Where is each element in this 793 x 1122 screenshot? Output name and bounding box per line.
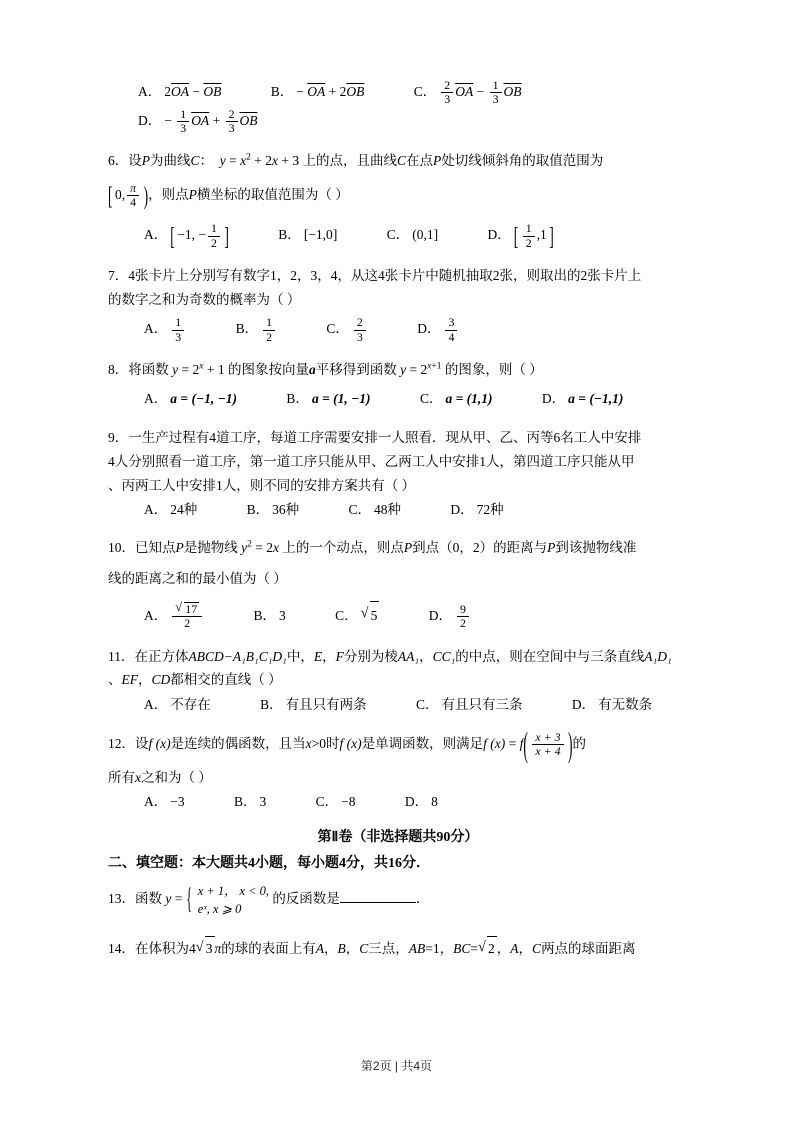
option-c-label: C． [326, 321, 349, 337]
var-x: x [135, 769, 141, 785]
text: −1,0 [308, 226, 333, 242]
question-13 [108, 882, 688, 918]
frac-num: 1 [210, 221, 217, 236]
option-d-text [514, 221, 554, 250]
question-9-options [144, 499, 688, 522]
question-12-line-1 [108, 731, 688, 759]
point-b: B [337, 941, 346, 957]
frac-num: 2 [444, 78, 451, 93]
frac-num: 1 [180, 106, 187, 121]
frac-den: 3 [490, 92, 502, 106]
option-d-text: a = (−1,1) [568, 391, 624, 407]
option-b-text: [−1,0] [303, 226, 338, 242]
var-p: P [403, 540, 413, 556]
option-c-label: C． [386, 226, 410, 242]
frac-num: 1 [175, 315, 182, 330]
text: ， [345, 941, 360, 957]
option-a[interactable] [144, 499, 197, 522]
text: 分别为棱 [343, 648, 398, 664]
var-p: P [547, 540, 556, 556]
option-c-text [354, 316, 366, 344]
option-a[interactable] [144, 221, 229, 250]
point-e: E [313, 648, 323, 664]
option-b-label: B． [278, 226, 301, 242]
text: 所有 [108, 769, 135, 785]
question-number: 11． [108, 648, 135, 664]
question-13-line-1 [108, 882, 688, 918]
function-f: f [519, 735, 524, 751]
option-d-text: 72种 [476, 502, 504, 518]
option-a[interactable] [144, 602, 204, 631]
option-b[interactable] [278, 221, 337, 248]
option-b-text [263, 316, 275, 344]
option-c-label: C． [413, 84, 437, 99]
option-a-text [170, 221, 229, 250]
option-c-label: C． [416, 696, 439, 712]
text: 在体积为 [135, 941, 189, 957]
frac-num: 2 [356, 315, 363, 330]
question-14 [108, 936, 688, 961]
option-a-label: A． [144, 391, 168, 407]
text: 中， [286, 648, 314, 664]
interval-0-pi-4 [108, 182, 148, 210]
point-a: A [315, 941, 325, 957]
question-number: 6． [108, 153, 129, 169]
question-5-options [138, 78, 688, 135]
frac-den: 3 [177, 121, 189, 135]
text: 是抛物线 [183, 540, 238, 556]
option-b-label: B． [253, 607, 277, 623]
text: =1， [425, 941, 454, 957]
sqrt-radicand: 2 [487, 936, 497, 961]
equation-y2: y [400, 361, 407, 377]
edge-aa1: AA₁ [397, 648, 420, 664]
text: −1, − [177, 227, 206, 243]
option-c[interactable] [326, 315, 367, 344]
option-d-label: D． [138, 112, 162, 128]
text: 都相交的直线（ ） [170, 672, 282, 688]
var-c: C [396, 153, 406, 169]
text: 在点 [406, 153, 433, 169]
page-footer: 第2页 | 共4页 [360, 1059, 433, 1073]
fill-in-blank-heading: 二、填空题：本大题共4小题，每小题4分，共16分． [108, 856, 430, 872]
text: ． [415, 891, 430, 907]
question-10 [108, 536, 688, 630]
option-d-label: D． [571, 696, 596, 712]
option-b[interactable] [234, 791, 266, 814]
sqrt-radicand: 5 [370, 601, 380, 629]
option-a-label: A． [144, 226, 168, 242]
question-11 [108, 645, 688, 717]
question-7-options [144, 315, 688, 344]
var-y: y [165, 891, 172, 907]
question-10-options [144, 601, 688, 631]
option-d[interactable] [417, 315, 459, 344]
question-7-line-2 [108, 288, 688, 312]
case-2: eˣ, x ⩾ 0 [197, 902, 242, 917]
text: 线的距离之和的最小值为（ ） [108, 570, 287, 586]
text: 的中点，则在空间中与三条直线 [455, 648, 645, 664]
option-d-label: D． [450, 502, 474, 518]
text: 设 [135, 735, 149, 751]
option-d-label: D． [541, 391, 566, 407]
option-c-text: $\frac{2}{3}$ $\overline{OA}$ − $\frac{1}{3}$ $\overline{OB}$ [439, 84, 521, 99]
option-b[interactable] [247, 499, 300, 522]
option-b-label: B． [234, 794, 257, 810]
option-c[interactable] [349, 499, 402, 522]
option-b[interactable] [254, 602, 286, 629]
text: 设 [128, 153, 142, 169]
question-9-line-3 [108, 474, 688, 498]
question-number: 8． [108, 361, 129, 377]
option-d[interactable] [572, 694, 652, 717]
sqrt-radicand: 3 [205, 936, 215, 961]
text: 上的点，且曲线 [302, 153, 397, 169]
option-c-text [361, 601, 380, 629]
text: 的 [572, 735, 587, 751]
var-c: C [190, 153, 200, 169]
option-d-text: − $\frac{1}{3}$ $\overline{OA}$ + $\frac{2}{3}$ $\overline{OB}$ [164, 106, 258, 136]
option-b-label: B． [260, 696, 283, 712]
coefficient: 4 [189, 941, 196, 957]
option-b[interactable] [271, 78, 365, 105]
option-a-label: A． [144, 607, 168, 623]
text: 到点（0，2）的距离与 [412, 540, 548, 556]
text: ， [419, 648, 433, 664]
option-b-label: B． [235, 321, 259, 337]
question-9-line-2 [108, 450, 688, 474]
option-a-text: −3 [170, 794, 185, 810]
question-11-options [144, 694, 688, 717]
segment-ab: AB [408, 941, 426, 957]
option-d-label: D． [417, 321, 441, 337]
option-c[interactable] [316, 791, 356, 814]
question-6-options [144, 221, 688, 250]
segment-bc: BC [453, 941, 471, 957]
question-9-line-1 [108, 426, 688, 450]
option-a-text: 24种 [170, 502, 198, 518]
option-d-text: 有无数条 [598, 696, 653, 712]
text: ， [138, 672, 152, 688]
text: 三点， [368, 941, 409, 957]
frac-den: 4 [127, 195, 139, 209]
option-d-label: D． [428, 607, 453, 623]
option-d[interactable] [138, 107, 258, 136]
option-a-text: 不存在 [170, 696, 211, 712]
text: 的图象按向量 [227, 361, 309, 377]
option-c[interactable] [387, 221, 438, 248]
point-f: F [335, 648, 344, 664]
text: 的图象，则（ ） [444, 361, 543, 377]
question-12 [108, 731, 688, 814]
answer-blank[interactable] [340, 889, 416, 903]
option-a-text: a = (−1, −1) [170, 391, 238, 407]
text: ： [199, 153, 214, 169]
section-2-title: 第Ⅱ卷（非选择题共90分） [317, 830, 479, 846]
frac-num: 3 [448, 315, 455, 330]
frac-den: 2 [523, 236, 535, 250]
line-a1d1: A₁D₁ [644, 648, 672, 664]
question-7-line-1 [108, 264, 688, 288]
frac-den: 2 [208, 236, 220, 250]
option-c-text: 48种 [374, 502, 402, 518]
text: ， [496, 941, 511, 957]
option-d-text [457, 603, 469, 631]
text: 0, [115, 186, 126, 202]
text: ,1 [536, 227, 547, 243]
option-d[interactable] [542, 385, 624, 412]
option-c-text: 有且只有三条 [441, 696, 523, 712]
question-6 [108, 149, 688, 249]
equation-y1: y [172, 361, 179, 377]
option-b-text: 3 [259, 794, 267, 810]
text: 0,1 [416, 226, 434, 242]
question-14-line-1 [108, 936, 688, 961]
frac-den: 2 [172, 616, 202, 630]
option-a-text [172, 316, 184, 344]
point-c: C [359, 941, 369, 957]
option-a[interactable] [144, 791, 185, 814]
option-d[interactable] [405, 791, 438, 814]
text: 在正方体 [134, 648, 189, 664]
case-1: { x + 1， x < 0, [197, 884, 269, 899]
option-a-text: $2\overline{OA} - \overline{OB}$ [164, 84, 222, 99]
frac-num: π [130, 181, 137, 196]
text: 处切线倾斜角的取值范围为 [441, 153, 604, 169]
question-number: 14． [108, 941, 135, 957]
text: 的数字之和为奇数的概率为（ ） [108, 291, 301, 307]
text: 函数 [135, 891, 162, 907]
frac-num: 1 [492, 78, 499, 93]
text: 将函数 [128, 361, 169, 377]
frac-num: [ 1 [525, 221, 532, 236]
text: 、 [108, 672, 122, 688]
text: 的反函数是 [272, 891, 340, 907]
option-a-label: A． [138, 84, 162, 99]
frac-den: 3 [441, 92, 453, 106]
edge-cc1: CC₁ [432, 648, 456, 664]
option-a[interactable] [144, 315, 186, 344]
equation-parabola: y [241, 540, 248, 556]
text: >0时 [311, 735, 340, 751]
cube-label: ABCD−A₁B₁C₁D₁ [188, 648, 287, 664]
question-12-options [144, 791, 688, 814]
text: 之和为（ ） [141, 769, 212, 785]
option-a-text [172, 602, 202, 631]
fraction-argument [523, 731, 572, 759]
text: 到该抛物线准 [555, 540, 637, 556]
option-c-label: C． [315, 794, 339, 810]
question-8-line-1: 8．将函数 $y = 2^x + 1$ 的图象按向量a平移得到函数 $y = 2^{x+1}$ 的图象，则（ ） [108, 361, 543, 377]
frac-den: 3 [354, 330, 366, 344]
question-number: 7． [108, 267, 129, 283]
option-b-text: a = (1, −1) [311, 391, 371, 407]
text: = [174, 891, 183, 907]
sqrt-2 [478, 936, 497, 961]
var-p: P [175, 540, 184, 556]
option-c-text: −8 [341, 794, 356, 810]
frac-den: 3 [172, 330, 184, 344]
text: 横坐标的取值范围为（ ） [196, 186, 349, 202]
line-cd: CD [151, 672, 171, 688]
text: 一生产过程有4道工序，每道工序需要安排一人照看．现从甲、乙、丙等6名工人中安排 [128, 430, 642, 446]
sqrt-radicand: 17 [185, 602, 198, 617]
text: 4人分别照看一道工序，第一道工序只能从甲、乙两工人中安排1人，第四道工序只能从甲 [108, 454, 635, 470]
option-b[interactable] [286, 385, 370, 412]
text: 为曲线 [150, 153, 191, 169]
text: ， [322, 648, 336, 664]
option-d-label: D． [404, 794, 429, 810]
text: ， [324, 941, 338, 957]
point-a: A [510, 941, 519, 957]
frac-den: 4 [445, 330, 457, 344]
option-c[interactable] [420, 385, 493, 412]
frac-num: ( x + 3 [535, 729, 561, 744]
text: 的球的表面上有 [221, 941, 316, 957]
option-c[interactable] [414, 78, 522, 107]
option-b-text: 36种 [272, 502, 300, 518]
vector-a: a [308, 361, 316, 377]
option-a-label: A． [144, 321, 168, 337]
option-a-label: A． [144, 794, 168, 810]
question-12-line-2 [108, 766, 688, 790]
frac-den: 3 [226, 121, 238, 135]
question-7 [108, 264, 688, 344]
question-6-line-2 [108, 182, 688, 210]
question-6-line-1: 6．设P为曲线C： $y = x^2 + 2x + 3$ 上的点，且曲线C在点P处切线倾斜角的取值范围为 [108, 152, 604, 169]
option-b-text: 有且只有两条 [285, 696, 367, 712]
option-c[interactable] [416, 694, 523, 717]
text: = [470, 941, 479, 957]
question-number: 12． [108, 735, 135, 751]
equation-y: y [219, 153, 226, 169]
text: 平移得到函数 [315, 361, 397, 377]
question-number: 9． [108, 430, 129, 446]
option-c-label: C． [419, 391, 443, 407]
option-d[interactable] [429, 602, 471, 631]
question-9 [108, 426, 688, 522]
function-fx: f (x) [483, 735, 506, 751]
line-ef: EF [121, 672, 138, 688]
option-b-text: − $\overline{OA} + 2\overline{OB}$ [296, 84, 365, 99]
pi-symbol: π [214, 941, 222, 957]
function-fx: f (x) [148, 735, 171, 751]
option-d-text: 8 [431, 794, 438, 810]
question-8-options [144, 385, 688, 412]
option-c-label: C． [348, 502, 372, 518]
question-11-line-1 [108, 645, 688, 669]
option-b-label: B． [246, 502, 270, 518]
option-d[interactable] [487, 221, 553, 250]
frac-num: 9 [460, 601, 466, 616]
option-d[interactable] [450, 499, 503, 522]
option-b-label: B． [270, 84, 294, 99]
text: 4张卡片上分别写有数字1，2，3，4，从这4张卡片中随机抽取2张，则取出的2张卡片上 [128, 267, 642, 283]
function-fx: f (x) [339, 735, 362, 751]
text: ，则点 [148, 186, 189, 202]
var-x: x [305, 735, 312, 751]
option-d-text [445, 316, 457, 344]
option-d-label: D． [487, 226, 511, 242]
option-b-text: 3 [279, 607, 286, 623]
text: 是单调函数，则满足 [361, 735, 484, 751]
piecewise-function [186, 882, 269, 918]
option-c-text: (0,1] [412, 226, 439, 242]
option-a[interactable] [144, 694, 211, 717]
option-b-label: B． [286, 391, 309, 407]
frac-num: 2 [228, 106, 235, 121]
option-a-label: A． [144, 502, 168, 518]
exam-content [108, 78, 688, 968]
text: ， [518, 941, 533, 957]
question-number: 10． [108, 540, 135, 556]
option-c-label: C． [335, 607, 358, 623]
frac-num: 1 [266, 315, 273, 330]
var-p: P [188, 186, 197, 202]
text: 两点的球面距离 [541, 941, 636, 957]
sqrt-3 [196, 936, 215, 961]
option-c[interactable] [335, 601, 379, 629]
option-c-text: a = (1,1) [445, 391, 493, 407]
option-a[interactable] [144, 385, 237, 412]
question-11-line-2 [108, 668, 688, 692]
point-c: C [532, 941, 542, 957]
text: 已知点 [135, 540, 176, 556]
text: 上的一个动点，则点 [282, 540, 404, 556]
question-10-line-1: 10．已知点P是抛物线 $y^2 = 2x$ 上的一个动点，则点P到点（0，2）的距离与P到该抛物线准 [108, 539, 637, 556]
option-b[interactable] [236, 315, 277, 344]
frac-den: x + 4 [532, 744, 563, 758]
var-p: P [433, 153, 442, 169]
question-number: 13． [108, 891, 135, 907]
frac-den: 2 [457, 616, 469, 630]
text: 是连续的偶函数，且当 [170, 735, 306, 751]
text: 、丙两工人中安排1人，则不同的安排方案共有（ ） [108, 477, 416, 493]
option-b[interactable] [260, 694, 367, 717]
option-a-label: A． [144, 696, 168, 712]
option-a[interactable] [138, 78, 221, 105]
question-8 [108, 358, 688, 413]
question-10-line-2 [108, 567, 688, 591]
frac-den: 2 [263, 330, 275, 344]
text: = [508, 735, 517, 751]
var-p: P [141, 153, 150, 169]
